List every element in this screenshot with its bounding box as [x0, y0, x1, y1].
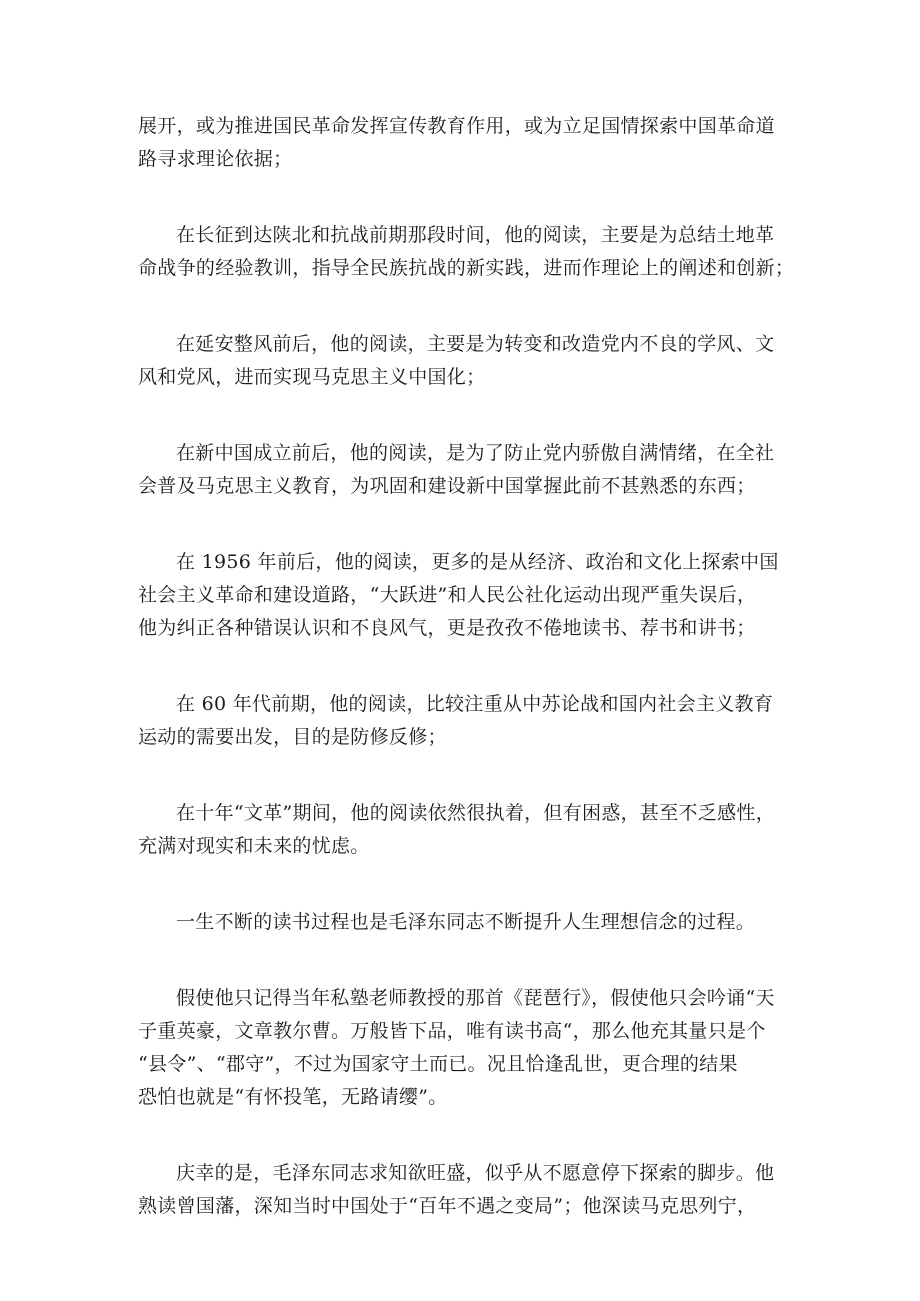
text-line: 运动的需要出发，目的是防修反修； [138, 726, 447, 748]
text-line: 在长征到达陕北和抗战前期那段时间，他的阅读，主要是为总结土地革 [176, 224, 775, 246]
text-line: 在新中国成立前后，他的阅读，是为了防止党内骄傲自满情绪，在全社 [176, 442, 775, 464]
text-line: 会普及马克思主义教育，为巩固和建设新中国掌握此前不甚熟悉的东西； [138, 475, 756, 497]
text-line: 庆幸的是，毛泽东同志求知欲旺盛，似乎从不愿意停下探索的脚步。他 [176, 1162, 775, 1184]
paragraph-2 [138, 219, 793, 285]
paragraph-3 [138, 328, 793, 394]
paragraph-7 [138, 797, 793, 863]
paragraph-6 [138, 688, 793, 754]
text-line: 命战争的经验教训，指导全民族抗战的新实践，进而作理论上的阐述和创新； [138, 257, 795, 279]
paragraph-8 [138, 906, 793, 939]
paragraph-9 [138, 982, 793, 1114]
text-line: 路寻求理论依据； [138, 148, 293, 170]
text-line: 在十年“文革”期间，他的阅读依然很执着，但有困惑，甚至不乏感性， [176, 802, 776, 824]
text-line: 假使他只记得当年私塾老师教授的那首《琵琶行》，假使他只会吟诵“天 [176, 987, 775, 1009]
text-line: 他为纠正各种错误认识和不良风气，更是孜孜不倦地读书、荐书和讲书； [138, 617, 756, 639]
text-line: 一生不断的读书过程也是毛泽东同志不断提升人生理想信念的过程。 [176, 911, 756, 933]
text-line: 风和党风，进而实现马克思主义中国化； [138, 366, 486, 388]
paragraph-10 [138, 1157, 793, 1223]
paragraph-5 [138, 546, 793, 645]
text-line: 展开，或为推进国民革命发挥宣传教育作用，或为立足国情探索中国革命道 [138, 115, 775, 137]
paragraph-4 [138, 437, 793, 503]
document-page [138, 110, 793, 1266]
text-line: 熟读曾国藩，深知当时中国处于“百年不遇之变局”；他深读马克思列宁， [138, 1195, 757, 1217]
text-line: 恐怕也就是“有怀投笔，无路请缨”。 [138, 1086, 448, 1108]
text-line: 子重英豪，文章教尔曹。万般皆下品，唯有读书高“，那么他充其量只是个 [138, 1020, 766, 1042]
text-line: 在 60 年代前期，他的阅读，比较注重从中苏论战和国内社会主义教育 [176, 693, 774, 715]
text-line: “县令”、“郡守”，不过为国家守土而已。况且恰逢乱世，更合理的结果 [138, 1053, 738, 1075]
text-line: 充满对现实和未来的忧虑。 [138, 835, 370, 857]
text-line: 在 1956 年前后，他的阅读，更多的是从经济、政治和文化上探索中国 [176, 551, 779, 573]
paragraph-1 [138, 110, 793, 176]
text-line: 在延安整风前后，他的阅读，主要是为转变和改造党内不良的学风、文 [176, 333, 775, 355]
text-line: 社会主义革命和建设道路，“大跃进”和人民公社化运动出现严重失误后， [138, 584, 757, 606]
